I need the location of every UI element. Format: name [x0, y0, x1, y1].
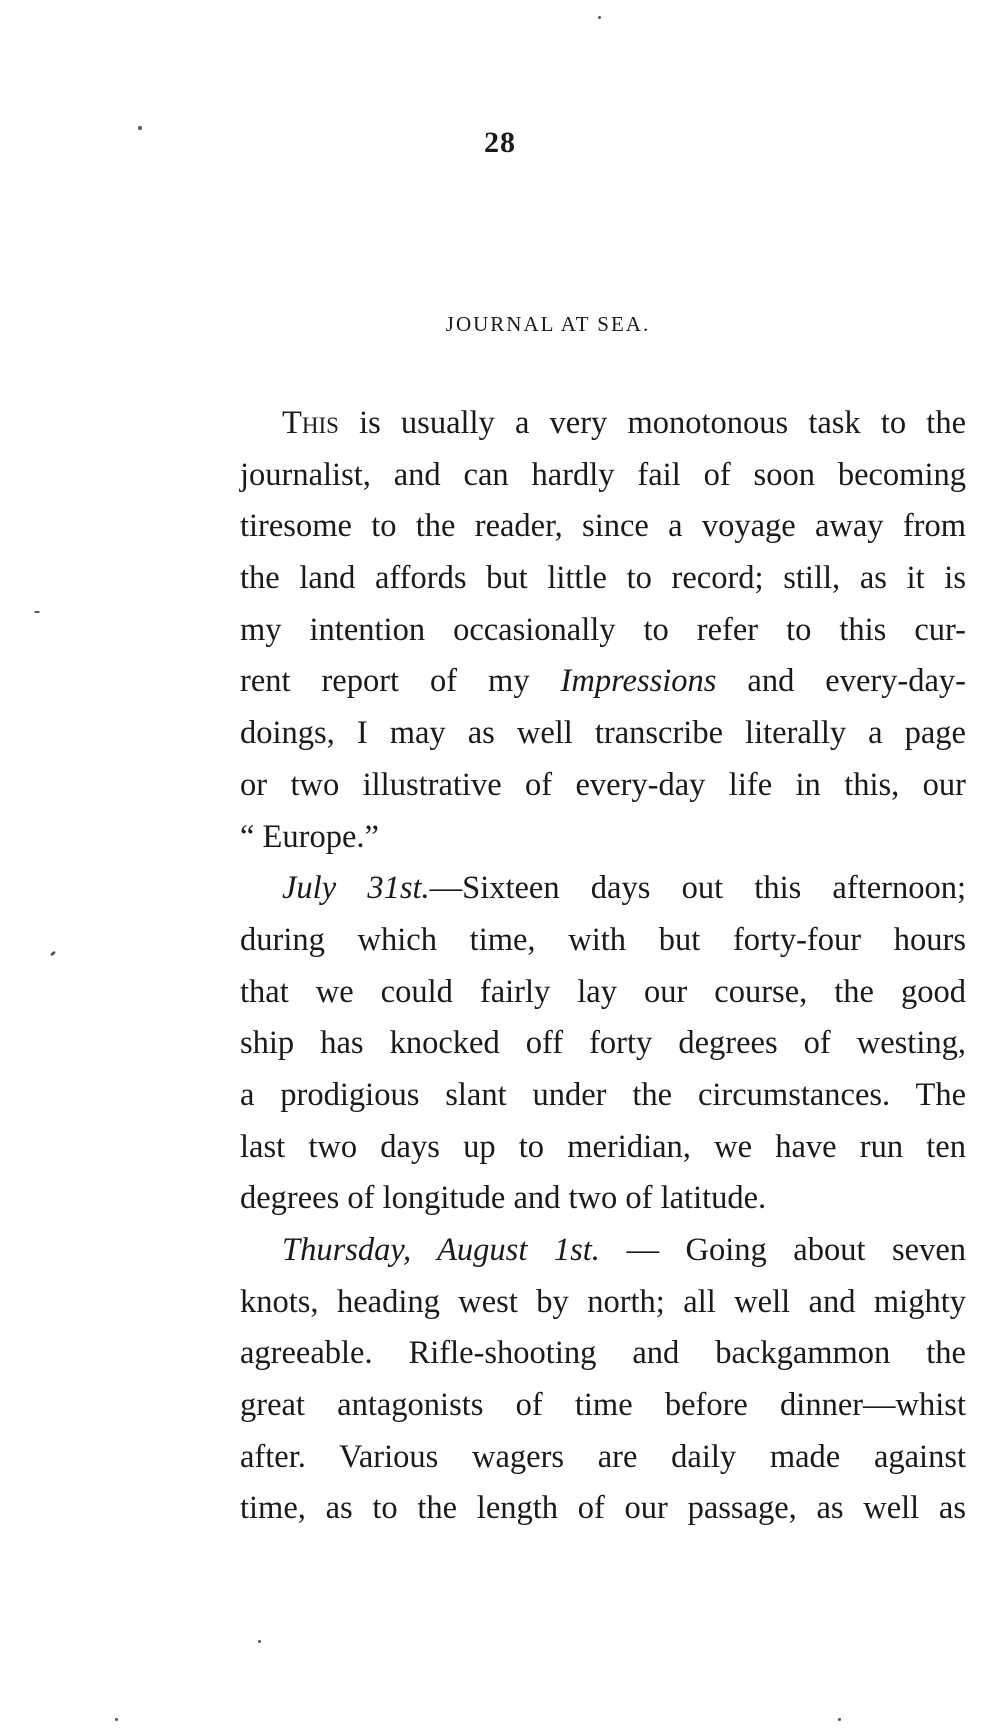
text-line: during which time, with but forty-four hours [240, 921, 966, 958]
text-line: my intention occasionally to refer to this cur- [240, 611, 966, 648]
scan-speck [258, 1640, 261, 1643]
text-line: “ Europe.” [240, 818, 379, 855]
entry-date: Thursday, August 1st. [282, 1232, 600, 1268]
scan-speck [34, 611, 40, 613]
heading-text: JOURNAL AT SEA. [445, 312, 651, 336]
text-line: last two days up to meridian, we have run ten [240, 1128, 966, 1165]
scan-speck [50, 950, 57, 956]
section-heading [48, 312, 1000, 337]
text-line: great antagonists of time before dinner—whist [240, 1387, 966, 1424]
line-text: — Going about seven [599, 1232, 967, 1268]
paragraph [240, 398, 966, 863]
entry-date: July 31st. [282, 870, 430, 907]
line-text: is usually a very monotonous task to the [338, 405, 966, 441]
text-line: doings, I may as well transcribe literally a page [240, 715, 966, 752]
text-line: knots, heading west by north; all well and mighty [240, 1283, 966, 1320]
text-line: after. Various wagers are daily made against [240, 1438, 966, 1475]
text-line: agreeable. Rifle-shooting and backgammon the [240, 1335, 966, 1372]
page-number: 28 [484, 126, 516, 159]
text-line [240, 656, 966, 708]
scan-speck [598, 16, 601, 19]
text-line: ship has knocked off forty degrees of westing, [240, 1025, 966, 1062]
text-line: that we could fairly lay our course, the good [240, 973, 966, 1010]
text-line: degrees of longitude and two of latitude. [240, 1180, 767, 1217]
drop-word: This [282, 405, 339, 441]
scan-speck [838, 1718, 841, 1721]
line-text: —Sixteen days out this afternoon; [429, 870, 966, 907]
scan-speck [115, 1718, 118, 1721]
text-line [240, 398, 966, 450]
line-text: rent report of my [240, 663, 561, 700]
text-line: a prodigious slant under the circumstances. The [240, 1076, 966, 1113]
body-text [240, 398, 966, 1535]
italic-word: Impressions [560, 663, 717, 700]
text-line: the land affords but little to record; still, as it is [240, 560, 966, 597]
paragraph [240, 863, 966, 1225]
text-line [240, 863, 966, 915]
line-text: and every-day- [716, 663, 967, 700]
text-line [240, 1225, 966, 1277]
text-line: tiresome to the reader, since a voyage away from [240, 508, 966, 545]
scan-speck [138, 126, 142, 130]
paragraph [240, 1225, 966, 1535]
text-line: or two illustrative of every-day life in this, our [240, 766, 966, 803]
text-line: time, as to the length of our passage, as well as [240, 1490, 966, 1527]
text-line: journalist, and can hardly fail of soon becoming [240, 456, 966, 493]
